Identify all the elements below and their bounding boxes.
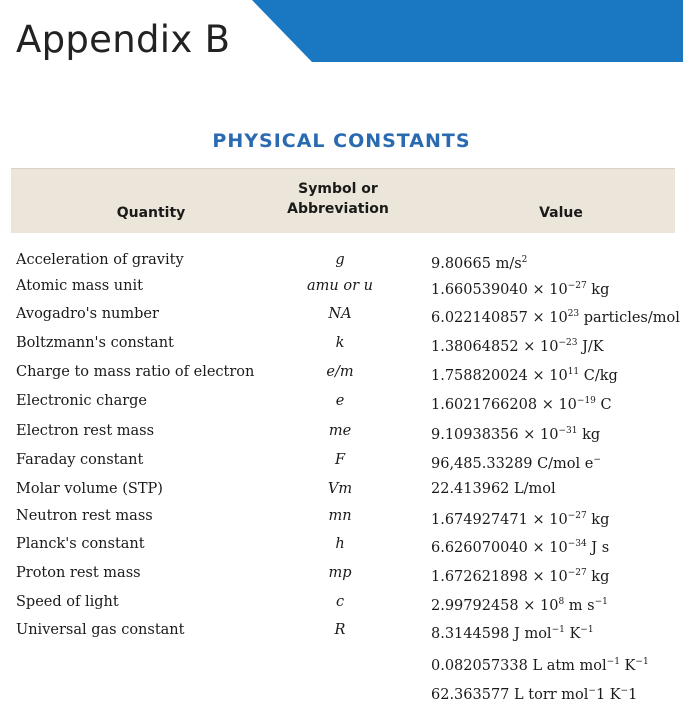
quantity-cell: Speed of light bbox=[16, 594, 119, 610]
table-row bbox=[0, 300, 683, 328]
column-header-symbol-line2: Abbreviation bbox=[287, 201, 389, 217]
table-row bbox=[0, 475, 683, 503]
symbol-cell: e/m bbox=[326, 364, 354, 380]
table-title: PHYSICAL CONSTANTS bbox=[212, 130, 471, 152]
value-cell: $6.626070040 \times 10^{-34}$ J s bbox=[431, 539, 610, 556]
symbol-cell: NA bbox=[328, 306, 352, 322]
value-cell: 22.413962 L/mol bbox=[431, 481, 556, 497]
column-header-value: Value bbox=[539, 205, 583, 221]
symbol-cell: F bbox=[334, 452, 346, 468]
symbol-cell: e bbox=[335, 393, 345, 409]
quantity-cell: Atomic mass unit bbox=[16, 278, 143, 294]
table-row bbox=[0, 677, 683, 705]
value-cell: $9.10938356 \times 10^{-31}$ kg bbox=[431, 426, 601, 443]
value-cell: $2.99792458 \times 10^8$ m $s^{-1}$ bbox=[431, 597, 608, 614]
value-cell: $1.38064852 \times 10^{-23}$ J/K bbox=[431, 338, 604, 355]
table-row bbox=[0, 329, 683, 357]
table-row bbox=[0, 648, 683, 676]
value-cell: 9.80665 $m/s^2$ bbox=[431, 255, 528, 272]
page-title: Appendix B bbox=[16, 18, 231, 61]
quantity-cell: Electron rest mass bbox=[16, 423, 155, 439]
quantity-cell: Electronic charge bbox=[16, 393, 148, 409]
quantity-cell: Charge to mass ratio of electron bbox=[16, 364, 255, 380]
symbol-cell: h bbox=[335, 536, 345, 552]
column-header-quantity: Quantity bbox=[116, 205, 186, 221]
symbol-cell: R bbox=[334, 622, 346, 638]
quantity-cell: Molar volume (STP) bbox=[16, 481, 163, 497]
symbol-cell: g bbox=[335, 252, 345, 268]
value-cell: 62.363577 L torr mol−1 K−1 bbox=[431, 686, 638, 703]
value-cell: $1.672621898 \times 10^{-27}$ kg bbox=[431, 568, 610, 585]
quantity-cell: Acceleration of gravity bbox=[16, 252, 184, 268]
value-cell: 0.082057338 L atm mol$^{-1}$ $K^{-1}$ bbox=[431, 657, 649, 674]
symbol-cell: mn bbox=[328, 508, 352, 524]
symbol-cell: Vm bbox=[327, 481, 353, 497]
table-row bbox=[0, 530, 683, 558]
quantity-cell: Universal gas constant bbox=[16, 622, 185, 638]
value-cell: $6.022140857 \times 10^{23}$ particles/mol bbox=[431, 309, 680, 326]
quantity-cell: Proton rest mass bbox=[16, 565, 141, 581]
table-row bbox=[0, 588, 683, 616]
table-row bbox=[0, 502, 683, 530]
symbol-cell: amu or u bbox=[307, 278, 373, 294]
column-header-symbol-line1: Symbol or bbox=[298, 181, 378, 197]
table-row bbox=[0, 559, 683, 587]
table-row bbox=[0, 616, 683, 644]
value-cell: $1.6021766208 \times 10^{-19}$ C bbox=[431, 396, 612, 413]
quantity-cell: Avogadro's number bbox=[16, 306, 159, 322]
value-cell: $1.660539040 \times 10^{-27}$ kg bbox=[431, 281, 610, 298]
quantity-cell: Boltzmann's constant bbox=[16, 335, 174, 351]
symbol-cell: c bbox=[335, 594, 345, 610]
table-row bbox=[0, 246, 683, 274]
value-cell: 8.3144598 J mol$^{-1}$ $K^{-1}$ bbox=[431, 625, 594, 642]
symbol-cell: me bbox=[328, 423, 352, 439]
quantity-cell: Planck's constant bbox=[16, 536, 145, 552]
table-row bbox=[0, 358, 683, 386]
table-row bbox=[0, 387, 683, 415]
quantity-cell: Neutron rest mass bbox=[16, 508, 153, 524]
table-row bbox=[0, 272, 683, 300]
value-cell: 96,485.33289 C/mol e− bbox=[431, 455, 601, 472]
table-row bbox=[0, 446, 683, 474]
value-cell: $1.758820024 \times 10^{11}$ C/kg bbox=[431, 367, 618, 384]
symbol-cell: k bbox=[335, 335, 345, 351]
table-row bbox=[0, 417, 683, 445]
value-cell: $1.674927471 \times 10^{-27}$ kg bbox=[431, 511, 610, 528]
quantity-cell: Faraday constant bbox=[16, 452, 144, 468]
symbol-cell: mp bbox=[328, 565, 352, 581]
